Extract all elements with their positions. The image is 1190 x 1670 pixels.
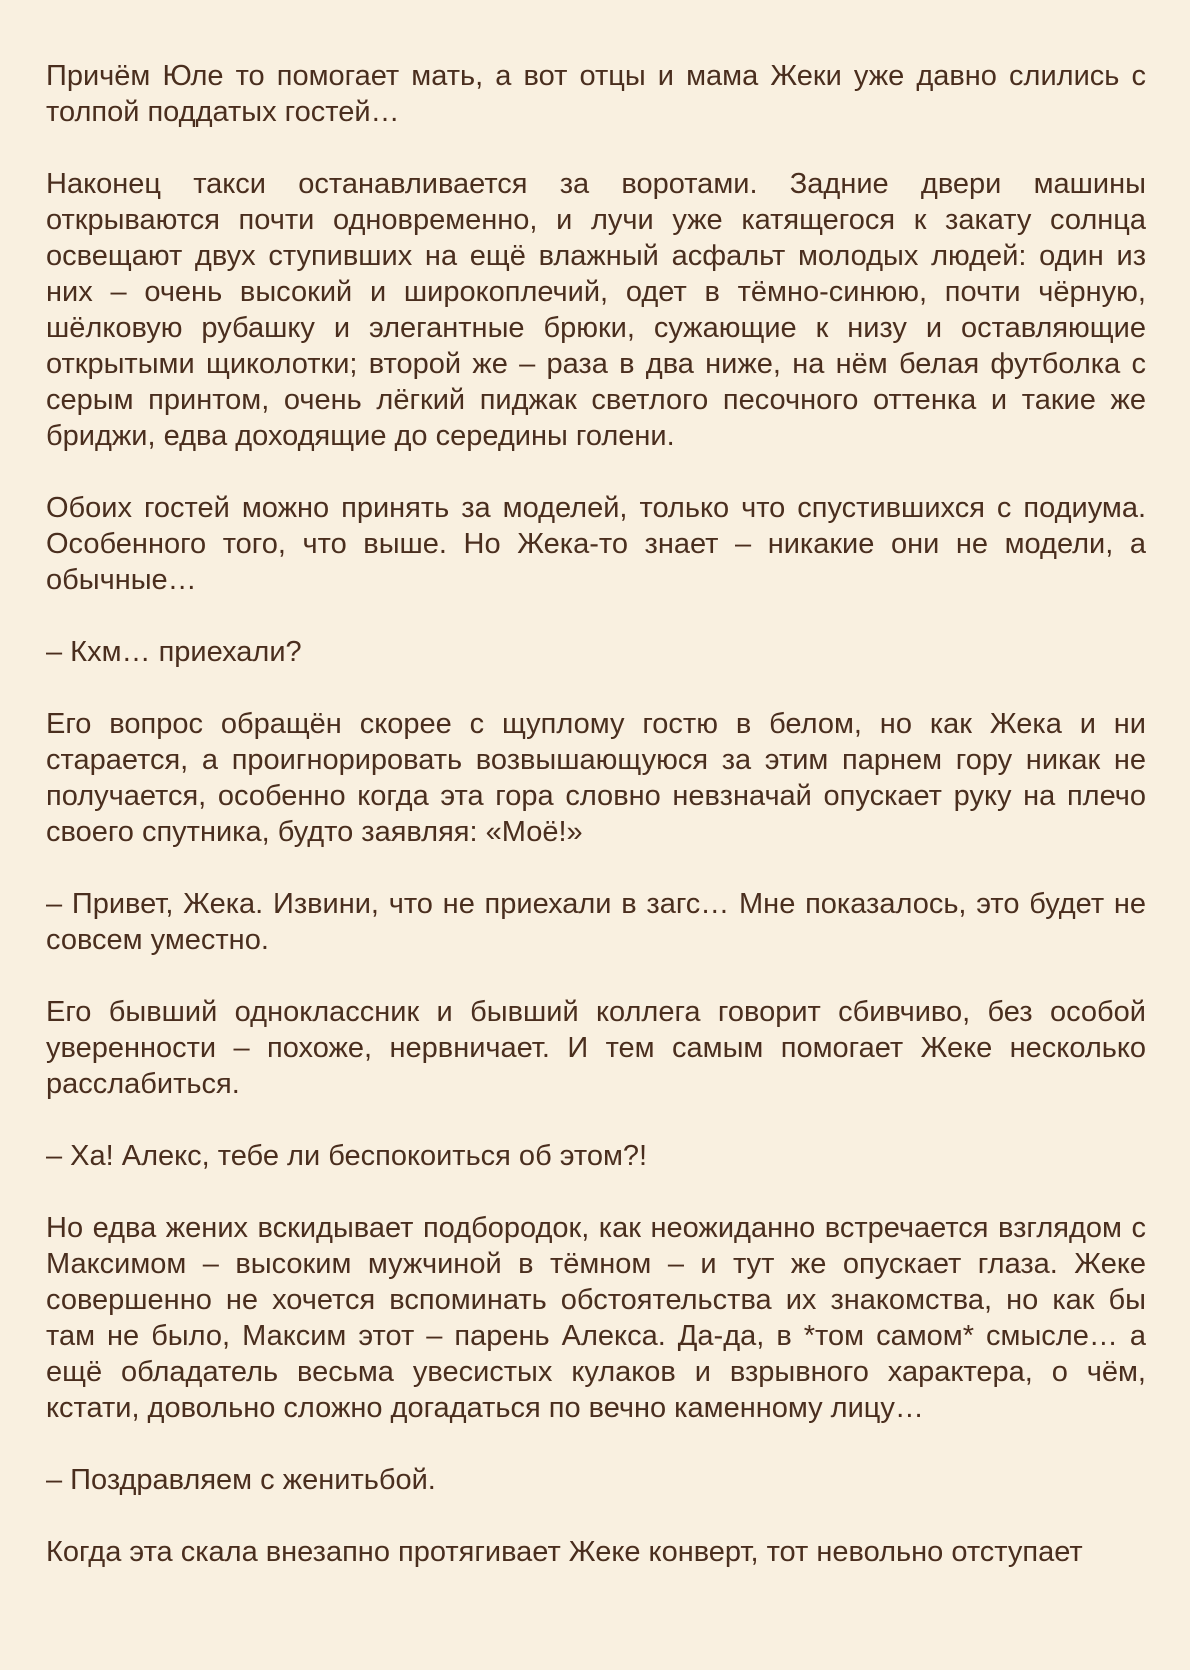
paragraph-3: Обоих гостей можно принять за моделей, только что спустившихся с подиума. Особенного того, что выше. Но Жека-то знает – никакие они не модели, а обычные…	[46, 492, 1146, 596]
paragraph-5: Его вопрос обращён скорее с щуплому гостю в белом, но как Жека и ни старается, а проигнорировать возвышающуюся за этим парнем гору никак не получается, особенно когда эта гора словно невзначай опускает руку на плечо своего спутника, будто заявляя: «Моё!»	[46, 708, 1146, 848]
paragraph-2: Наконец такси останавливается за воротами. Задние двери машины открываются почти одновременно, и лучи уже катящегося к закату солнца освещают двух ступивших на ещё влажный асфальт молодых людей: один из них – очень высокий и широкоплечий, одет в тёмно-синюю, почти чёрную, шёлковую рубашку и элегантные брюки, сужающие к низу и оставляющие открытыми щиколотки; второй же – раза в два ниже, на нём белая футболка с серым принтом, очень лёгкий пиджак светлого песочного оттенка и такие же бриджи, едва доходящие до середины голени.	[46, 168, 1146, 452]
paragraph-6: – Привет, Жека. Извини, что не приехали в загс… Мне показалось, это будет не совсем уместно.	[46, 888, 1146, 956]
paragraph-1: Причём Юле то помогает мать, а вот отцы и мама Жеки уже давно слились с толпой поддатых гостей…	[46, 60, 1146, 128]
paragraph-9: Но едва жених вскидывает подбородок, как неожиданно встречается взглядом с Максимом – высоким мужчиной в тёмном – и тут же опускает глаза. Жеке совершенно не хочется вспоминать обстоятельства их знакомства, но как бы там не было, Максим этот – парень Алекса. Да-да, в *том самом* смысле… а ещё обладатель весьма увесистых кулаков и взрывного характера, о чём, кстати, довольно сложно догадаться по вечно каменному лицу…	[46, 1212, 1146, 1424]
text-column	[46, 58, 1146, 1570]
paragraph-10: – Поздравляем с женитьбой.	[46, 1464, 436, 1496]
paragraph-8: – Ха! Алекс, тебе ли беспокоиться об этом?!	[46, 1140, 648, 1172]
paragraph-4: – Кхм… приехали?	[46, 636, 302, 668]
paragraph-7: Его бывший одноклассник и бывший коллега говорит сбивчиво, без особой уверенности – похоже, нервничает. И тем самым помогает Жеке несколько расслабиться.	[46, 996, 1146, 1100]
paragraph-11: Когда эта скала внезапно протягивает Жеке конверт, тот невольно отступает	[46, 1536, 1083, 1568]
